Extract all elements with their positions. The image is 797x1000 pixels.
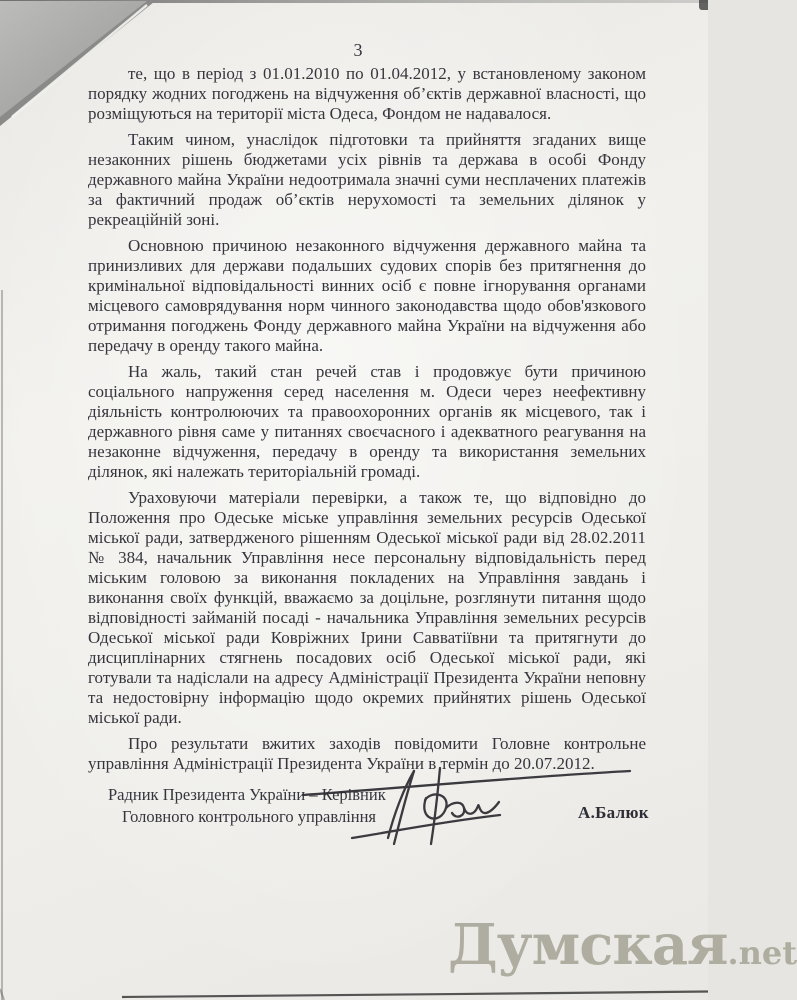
paragraph-5: Ураховуючи матеріали перевірки, а також те, що відповідно до Положення про Одеське міське управління земельних ресурсів Одеської міської ради, затвердженого рішенням Одеської міської ради від 28.02.2011 № 384, начальник Управління несе персональну відповідальність перед міським головою за виконання покладених на Управління завдань і виконання своїх функцій, вважаємо за доцільне, розглянути питання щодо відповідності займаній посаді - начальника Управління земельних ресурсів Одеської міської ради Ковріжних Ірини Савватіївни та притягнути до дисциплінарних стягнень посадових осіб Одеської міської ради, які готували та надіслали на адресу Адміністрації Президента України неповну та недостовірну інформацію щодо окремих прийнятих рішень Одеської міської ради. bbox=[88, 488, 646, 727]
scan-bottom-edge bbox=[0, 986, 708, 1000]
signoff-role-line1: Радник Президента України – Керівник bbox=[108, 785, 386, 804]
scan-left-edge bbox=[1, 290, 3, 1000]
paragraph-4: На жаль, такий стан речей став і продовжує бути причиною соціального напруження серед населення м. Одеси через неефективну діяльність контролюючих та правоохоронних органів як місцевого, так і державного рівня саме у питаннях своєчасного і адекватного реагування на незаконне відчуження, передачу в оренду та використання земельних ділянок, які належать територіальній громаді. bbox=[88, 362, 646, 481]
scan-corner-mark bbox=[699, 0, 708, 10]
page-number: 3 bbox=[353, 40, 363, 60]
handwritten-signature bbox=[290, 758, 710, 898]
signatory-name: А.Балюк bbox=[578, 803, 649, 822]
paragraph-2: Таким чином, унаслідок підготовки та прийняття згаданих вище незаконних рішень бюджетами усіх рівнів та держава в особі Фонду державного майна України недоотримала значні суми несплачених платежів за фактичний продаж об’єктів нерухомості та земельних ділянок у рекреаційній зоні. bbox=[88, 130, 646, 229]
paragraph-1: те, що в період з 01.01.2010 по 01.04.2012, у встановленому законом порядку жодних погоджень на відчуження об’єктів державної власності, що розміщуються на території міста Одеса, Фондом не надавалося. bbox=[88, 64, 646, 123]
paragraph-6: Про результати вжитих заходів повідомити Головне контрольне управління Адміністрації Президента України в термін до 20.07.2012. bbox=[88, 734, 646, 773]
watermark-name: Думская bbox=[448, 912, 728, 978]
paragraph-3: Основною причиною незаконного відчуження державного майна та принизливих для держави подальших судових спорів без притягнення до кримінальної відповідальності винних осіб є повне ігнорування органами місцевого самоврядування норм чинного законодавства щодо обов'язкового отримання погоджень Фонду державного майна України на відчуження або передачу в оренду такого майна. bbox=[88, 236, 646, 355]
watermark-tld: .net bbox=[727, 934, 797, 972]
signoff-role-line2: Головного контрольного управління bbox=[122, 807, 377, 826]
watermark bbox=[448, 912, 797, 978]
document-body bbox=[88, 64, 646, 780]
